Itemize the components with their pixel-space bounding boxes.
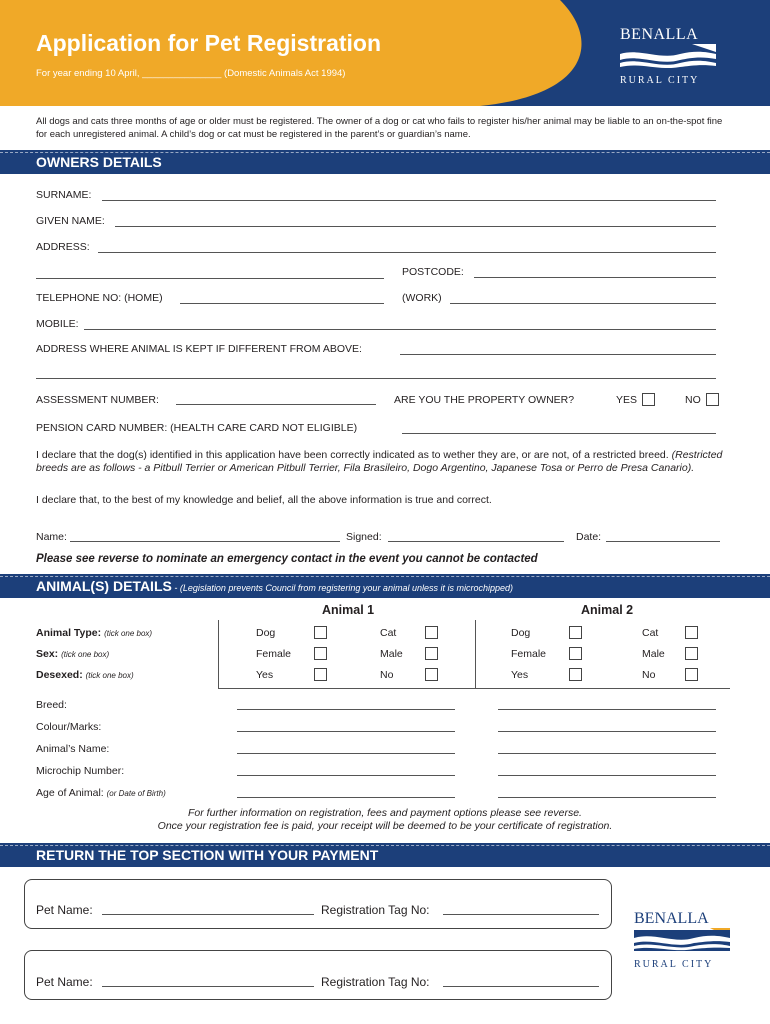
a2-no-label: No: [642, 669, 656, 681]
surname-label: SURNAME:: [36, 189, 92, 201]
a1-female-label: Female: [256, 648, 292, 660]
a2-female-label: Female: [511, 648, 547, 660]
assessment-field[interactable]: [176, 404, 376, 405]
a1-yes-checkbox[interactable]: [314, 668, 327, 681]
mobile-field[interactable]: [84, 329, 716, 330]
a1-male-checkbox[interactable]: [425, 647, 438, 660]
a1-breed-field[interactable]: [237, 709, 455, 710]
intro-text: All dogs and cats three months of age or older must be registered. The owner of a dog or cat who fails to register his/her animal may be liable to an on-the-spot fine for each unregistered animal. A child’s dog or cat must be registered in the parent’s or guardian’s name.: [36, 116, 723, 140]
work-label: (WORK): [402, 292, 442, 304]
desexed-label: Desexed:: [36, 669, 83, 681]
a1-dog-label: Dog: [256, 627, 276, 639]
a2-cat-label: Cat: [642, 627, 659, 639]
a2-yes-label: Yes: [511, 669, 529, 681]
info-line1: For further information on registration, fees and payment options please see reverse.: [188, 807, 582, 819]
owners-heading: OWNERS DETAILS: [36, 154, 162, 170]
animal2-heading: Animal 2: [581, 603, 634, 617]
a2-cat-checkbox[interactable]: [685, 626, 698, 639]
a1-dog-checkbox[interactable]: [314, 626, 327, 639]
bar-stripe: [0, 576, 770, 577]
property-yes-label: YES: [616, 394, 638, 406]
colour-label: Colour/Marks:: [36, 721, 102, 733]
logo-footer-sub: RURAL CITY: [634, 959, 714, 970]
animal-name-label: Animal’s Name:: [36, 743, 110, 755]
emergency-note: Please see reverse to nominate an emergency contact in the event you cannot be contacted: [36, 553, 538, 565]
ret1-tag-label: Registration Tag No:: [321, 903, 430, 917]
a1-colour-field[interactable]: [237, 731, 455, 732]
animals-section-bar: [0, 574, 770, 598]
return-section-bar: [0, 843, 770, 867]
a2-name-field[interactable]: [498, 753, 716, 754]
a1-name-field[interactable]: [237, 753, 455, 754]
logo-name: BENALLA: [620, 26, 699, 43]
a1-microchip-field[interactable]: [237, 775, 455, 776]
sex-label: Sex:: [36, 648, 59, 660]
divider-v2: [475, 620, 476, 688]
a2-breed-field[interactable]: [498, 709, 716, 710]
property-owner-label: ARE YOU THE PROPERTY OWNER?: [394, 394, 575, 406]
a1-age-field[interactable]: [237, 797, 455, 798]
bar-stripe: [0, 845, 770, 846]
declaration-line2: I declare that, to the best of my knowledge and belief, all the above information is true and correct.: [36, 494, 492, 506]
a1-no-label: No: [380, 669, 394, 681]
a1-no-checkbox[interactable]: [425, 668, 438, 681]
return-heading: RETURN THE TOP SECTION WITH YOUR PAYMENT: [36, 847, 379, 863]
logo-wave-icon: [620, 44, 716, 68]
property-no-checkbox[interactable]: [706, 393, 719, 406]
alt-address-label: ADDRESS WHERE ANIMAL IS KEPT IF DIFFERENT FROM ABOVE:: [36, 343, 362, 355]
age-note: (or Date of Birth): [106, 789, 166, 798]
ret1-pet-name-label: Pet Name:: [36, 903, 93, 917]
ret2-tag-label: Registration Tag No:: [321, 975, 430, 989]
ret1-tag-field[interactable]: [443, 914, 599, 915]
postcode-label: POSTCODE:: [402, 266, 464, 278]
a2-male-label: Male: [642, 648, 665, 660]
divider-h: [218, 688, 730, 689]
logo-footer-name: BENALLA: [634, 910, 709, 927]
animal1-heading: Animal 1: [322, 603, 375, 617]
info-line2: Once your registration fee is paid, your receipt will be deemed to be your certificate of registration.: [157, 820, 613, 832]
logo-sub: RURAL CITY: [620, 75, 700, 86]
age-label: Age of Animal:: [36, 787, 104, 799]
bar-stripe: [0, 152, 770, 153]
alt-address-field[interactable]: [400, 354, 716, 355]
desexed-row-label: [36, 669, 134, 681]
pension-label: PENSION CARD NUMBER: (HEALTH CARE CARD NOT ELIGIBLE): [36, 422, 358, 434]
sex-row-label: [36, 648, 109, 660]
animals-heading: ANIMAL(S) DETAILS: [36, 578, 172, 594]
ret2-tag-field[interactable]: [443, 986, 599, 987]
benalla-logo: [620, 26, 730, 86]
microchip-label: Microchip Number:: [36, 765, 125, 777]
decl-date-label: Date:: [576, 531, 602, 543]
property-no-label: NO: [685, 394, 701, 406]
decl-signed-field[interactable]: [388, 541, 564, 542]
given-name-field[interactable]: [115, 226, 716, 227]
a2-yes-checkbox[interactable]: [569, 668, 582, 681]
decl-signed-label: Signed:: [346, 531, 382, 543]
page-subtitle: For year ending 10 April, _______________ (Domestic Animals Act 1994): [36, 68, 346, 79]
postcode-field[interactable]: [474, 277, 716, 278]
a1-cat-label: Cat: [380, 627, 397, 639]
animals-heading-note: - (Legislation prevents Council from registering your animal unless it is microchipped): [171, 583, 513, 593]
address-label: ADDRESS:: [36, 241, 90, 253]
decl-date-field[interactable]: [606, 541, 720, 542]
a2-dog-label: Dog: [511, 627, 531, 639]
a2-dog-checkbox[interactable]: [569, 626, 582, 639]
work-field[interactable]: [450, 303, 716, 304]
property-yes-checkbox[interactable]: [642, 393, 655, 406]
a2-age-field[interactable]: [498, 797, 716, 798]
a2-male-checkbox[interactable]: [685, 647, 698, 660]
tel-home-field[interactable]: [180, 303, 384, 304]
declaration-line1: I declare that the dog(s) identified in this application have been correctly indicated as to wether they are, or are not, of a restricted breed.: [36, 449, 669, 461]
animal-type-label: Animal Type:: [36, 627, 102, 639]
declaration-restricted: [36, 449, 726, 475]
tel-home-label: TELEPHONE NO: (HOME): [36, 292, 163, 304]
benalla-logo-footer: [634, 910, 734, 970]
divider-v1: [218, 620, 219, 688]
a1-cat-checkbox[interactable]: [425, 626, 438, 639]
logo-footer-wave-icon: [634, 928, 730, 952]
a2-microchip-field[interactable]: [498, 775, 716, 776]
mobile-label: MOBILE:: [36, 318, 79, 330]
ret1-pet-name-field[interactable]: [102, 914, 314, 915]
address-field[interactable]: [98, 252, 716, 253]
ret2-pet-name-label: Pet Name:: [36, 975, 93, 989]
a1-male-label: Male: [380, 648, 403, 660]
breed-label: Breed:: [36, 699, 67, 711]
assessment-label: ASSESSMENT NUMBER:: [36, 394, 159, 406]
decl-name-field[interactable]: [70, 541, 340, 542]
surname-field[interactable]: [102, 200, 716, 201]
return-box-1: [24, 879, 612, 929]
decl-name-label: Name:: [36, 531, 67, 543]
a1-yes-label: Yes: [256, 669, 274, 681]
animals-heading-wrap: [36, 578, 513, 594]
a2-female-checkbox[interactable]: [569, 647, 582, 660]
a2-colour-field[interactable]: [498, 731, 716, 732]
given-name-label: GIVEN NAME:: [36, 215, 105, 227]
a2-no-checkbox[interactable]: [685, 668, 698, 681]
tick-note: (tick one box): [85, 671, 134, 680]
page-title: Application for Pet Registration: [36, 30, 382, 56]
tick-note: (tick one box): [104, 629, 153, 638]
address-line2-field[interactable]: [36, 278, 384, 279]
alt-address-line2-field[interactable]: [36, 378, 716, 379]
a1-female-checkbox[interactable]: [314, 647, 327, 660]
restricted-breeds-note: (Restricted breeds are as follows - a Pitbull Terrier or American Pitbull Terrier, Fila Brasileiro, Dogo Argentino, Japanese Tosa or Perro de Presa Canario).: [36, 449, 723, 474]
return-box-2: [24, 950, 612, 1000]
tick-note: (tick one box): [61, 650, 110, 659]
pension-field[interactable]: [402, 433, 716, 434]
ret2-pet-name-field[interactable]: [102, 986, 314, 987]
owners-section-bar: [0, 150, 770, 174]
animal-type-row-label: [36, 627, 152, 639]
age-row-label: [36, 787, 166, 799]
